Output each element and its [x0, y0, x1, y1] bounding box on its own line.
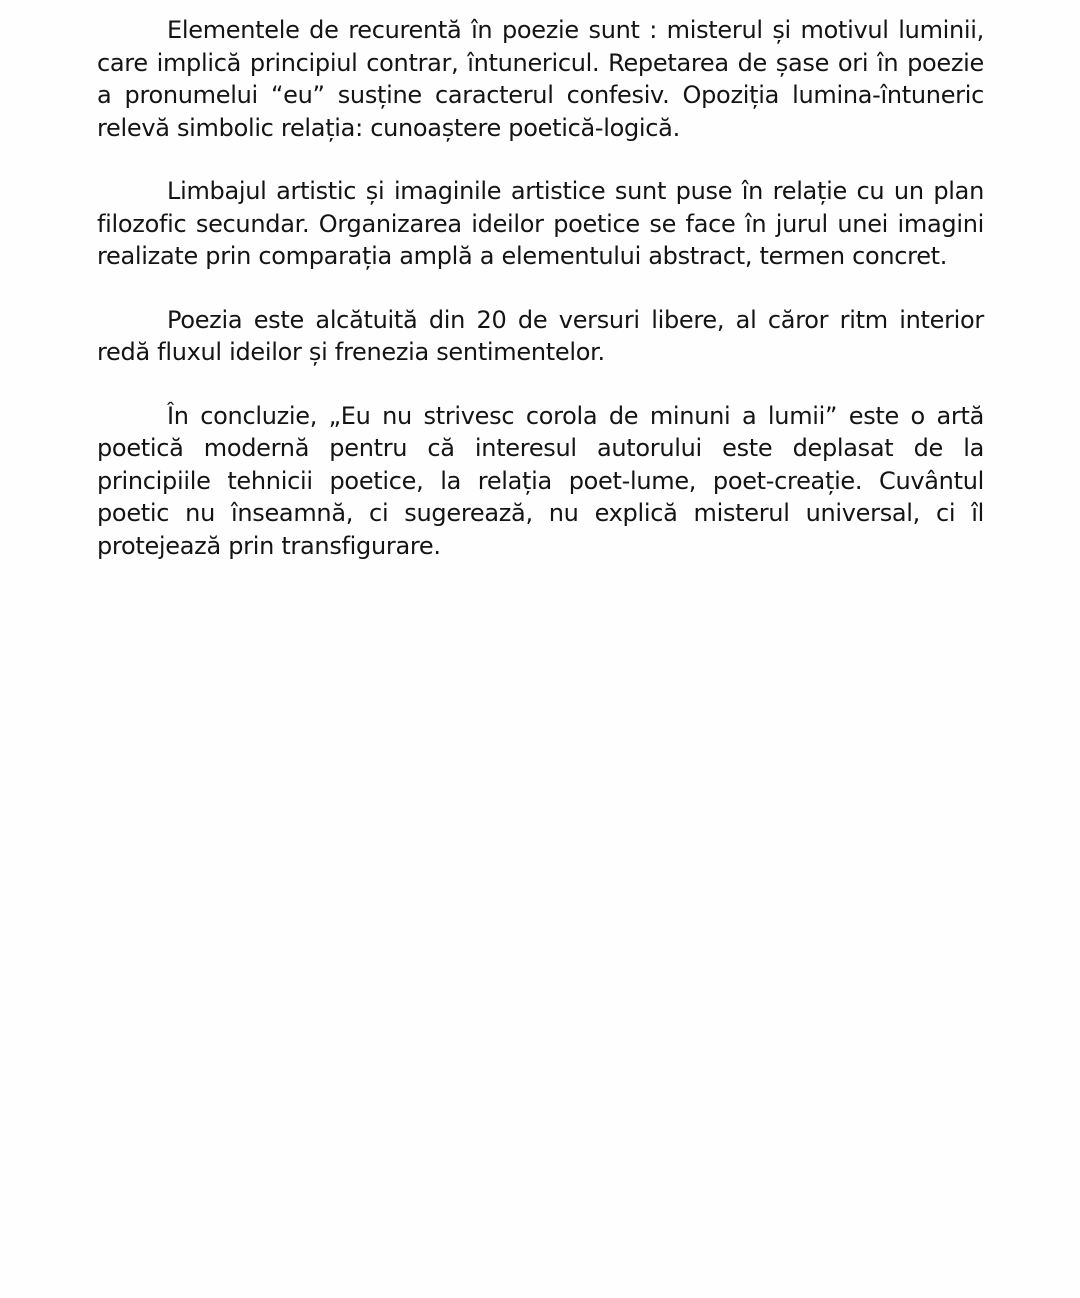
paragraph-conclusion: În concluzie, „Eu nu strivesc corola de minuni a lumii” este o artă poetică modernă pentru că interesul autorului este deplasat de la principiile tehnicii poetice, la relația poet-lume, poet-creație. Cuvântul poetic nu înseamnă, ci sugerează, nu explică misterul universal, ci îl protejează prin transfigurare.	[97, 401, 984, 560]
document-body	[97, 14, 984, 593]
paragraph-recurrent-elements: Elementele de recurentă în poezie sunt : misterul și motivul luminii, care implică principiul contrar, întunericul. Repetarea de șase ori în poezie a pronumelui “eu” susține caracterul confesiv. Opoziția lumina-întuneric relevă simbolic relația: cunoaștere poetică-logică.	[97, 16, 984, 142]
paragraph-poem-structure: Poezia este alcătuită din 20 de versuri libere, al căror ritm interior redă fluxul ideilor și frenezia sentimentelor.	[97, 305, 984, 366]
paragraph-artistic-language: Limbajul artistic și imaginile artistice sunt puse în relație cu un plan filozofic secundar. Organizarea ideilor poetice se face în jurul unei imagini realizate prin comparația amplă a elementului abstract, termen concret.	[97, 177, 984, 270]
